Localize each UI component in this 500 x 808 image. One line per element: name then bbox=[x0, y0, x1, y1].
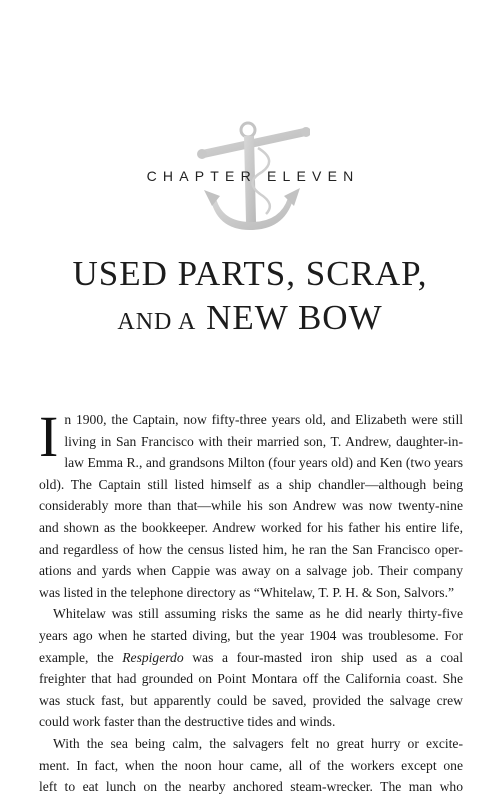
text-line: n 1900, the Captain, now fifty-three years old, and Elizabeth were still bbox=[64, 412, 463, 427]
ship-name: Respigerdo bbox=[122, 649, 184, 665]
paragraph-1 bbox=[39, 404, 463, 603]
paragraph-3 bbox=[39, 733, 463, 798]
text-line: ations and yards when Cappie was away on a salvage job. Their company bbox=[39, 563, 463, 579]
text-line: living in San Francisco with their married son, T. Andrew, daughter-in- bbox=[64, 433, 463, 449]
text-segment: example, the bbox=[39, 649, 123, 665]
text-line: could work faster than the destructive tides and winds. bbox=[39, 714, 336, 730]
chapter-label: CHAPTER ELEVEN bbox=[146, 168, 360, 184]
drop-cap: I bbox=[39, 404, 59, 469]
text-line: With the sea being calm, the salvagers felt no great hurry or excite- bbox=[53, 735, 463, 751]
text-line: left to eat lunch on the nearby anchored steam-wrecker. The man who bbox=[39, 779, 463, 795]
text-line: was stuck fast, but apparently could be saved, provided the salvage crew bbox=[39, 692, 463, 708]
text-segment: was a four-masted iron ship used as a coal bbox=[183, 649, 463, 665]
text-line bbox=[39, 647, 463, 669]
chapter-title-line1: USED PARTS, SCRAP, bbox=[72, 254, 428, 293]
text-line: was listed in the telephone directory as “Whitelaw, T. P. H. & Son, Salvors.” bbox=[39, 584, 455, 600]
text-line: and regardless of how the census listed him, he ran the San Francisco oper- bbox=[39, 541, 463, 557]
chapter-title-line2 bbox=[0, 298, 500, 338]
title-small-caps: AND A bbox=[117, 309, 197, 335]
text-line: and shown as the bookkeeper. Andrew worked for his father his entire life, bbox=[39, 519, 463, 535]
text-line: ment. In fact, when the noon hour came, all of the workers except one bbox=[39, 757, 463, 773]
chapter-body bbox=[39, 404, 463, 798]
paragraph-2 bbox=[39, 603, 463, 733]
title-large: NEW BOW bbox=[206, 298, 383, 337]
text-line: freighter that had grounded on Point Montara off the California coast. She bbox=[39, 671, 463, 687]
text-line: old). The Captain still listed himself as a ship chandler—although being bbox=[39, 476, 463, 492]
text-line: considerably more than that—while his son Andrew was now twenty-nine bbox=[39, 498, 463, 514]
text-line: law Emma R., and grandsons Milton (four years old) and Ken (two years bbox=[64, 455, 463, 471]
text-line: Whitelaw was still assuming risks the same as he did nearly thirty-five bbox=[53, 606, 463, 622]
text-line: years ago when he started diving, but the year 1904 was troublesome. For bbox=[39, 627, 463, 643]
